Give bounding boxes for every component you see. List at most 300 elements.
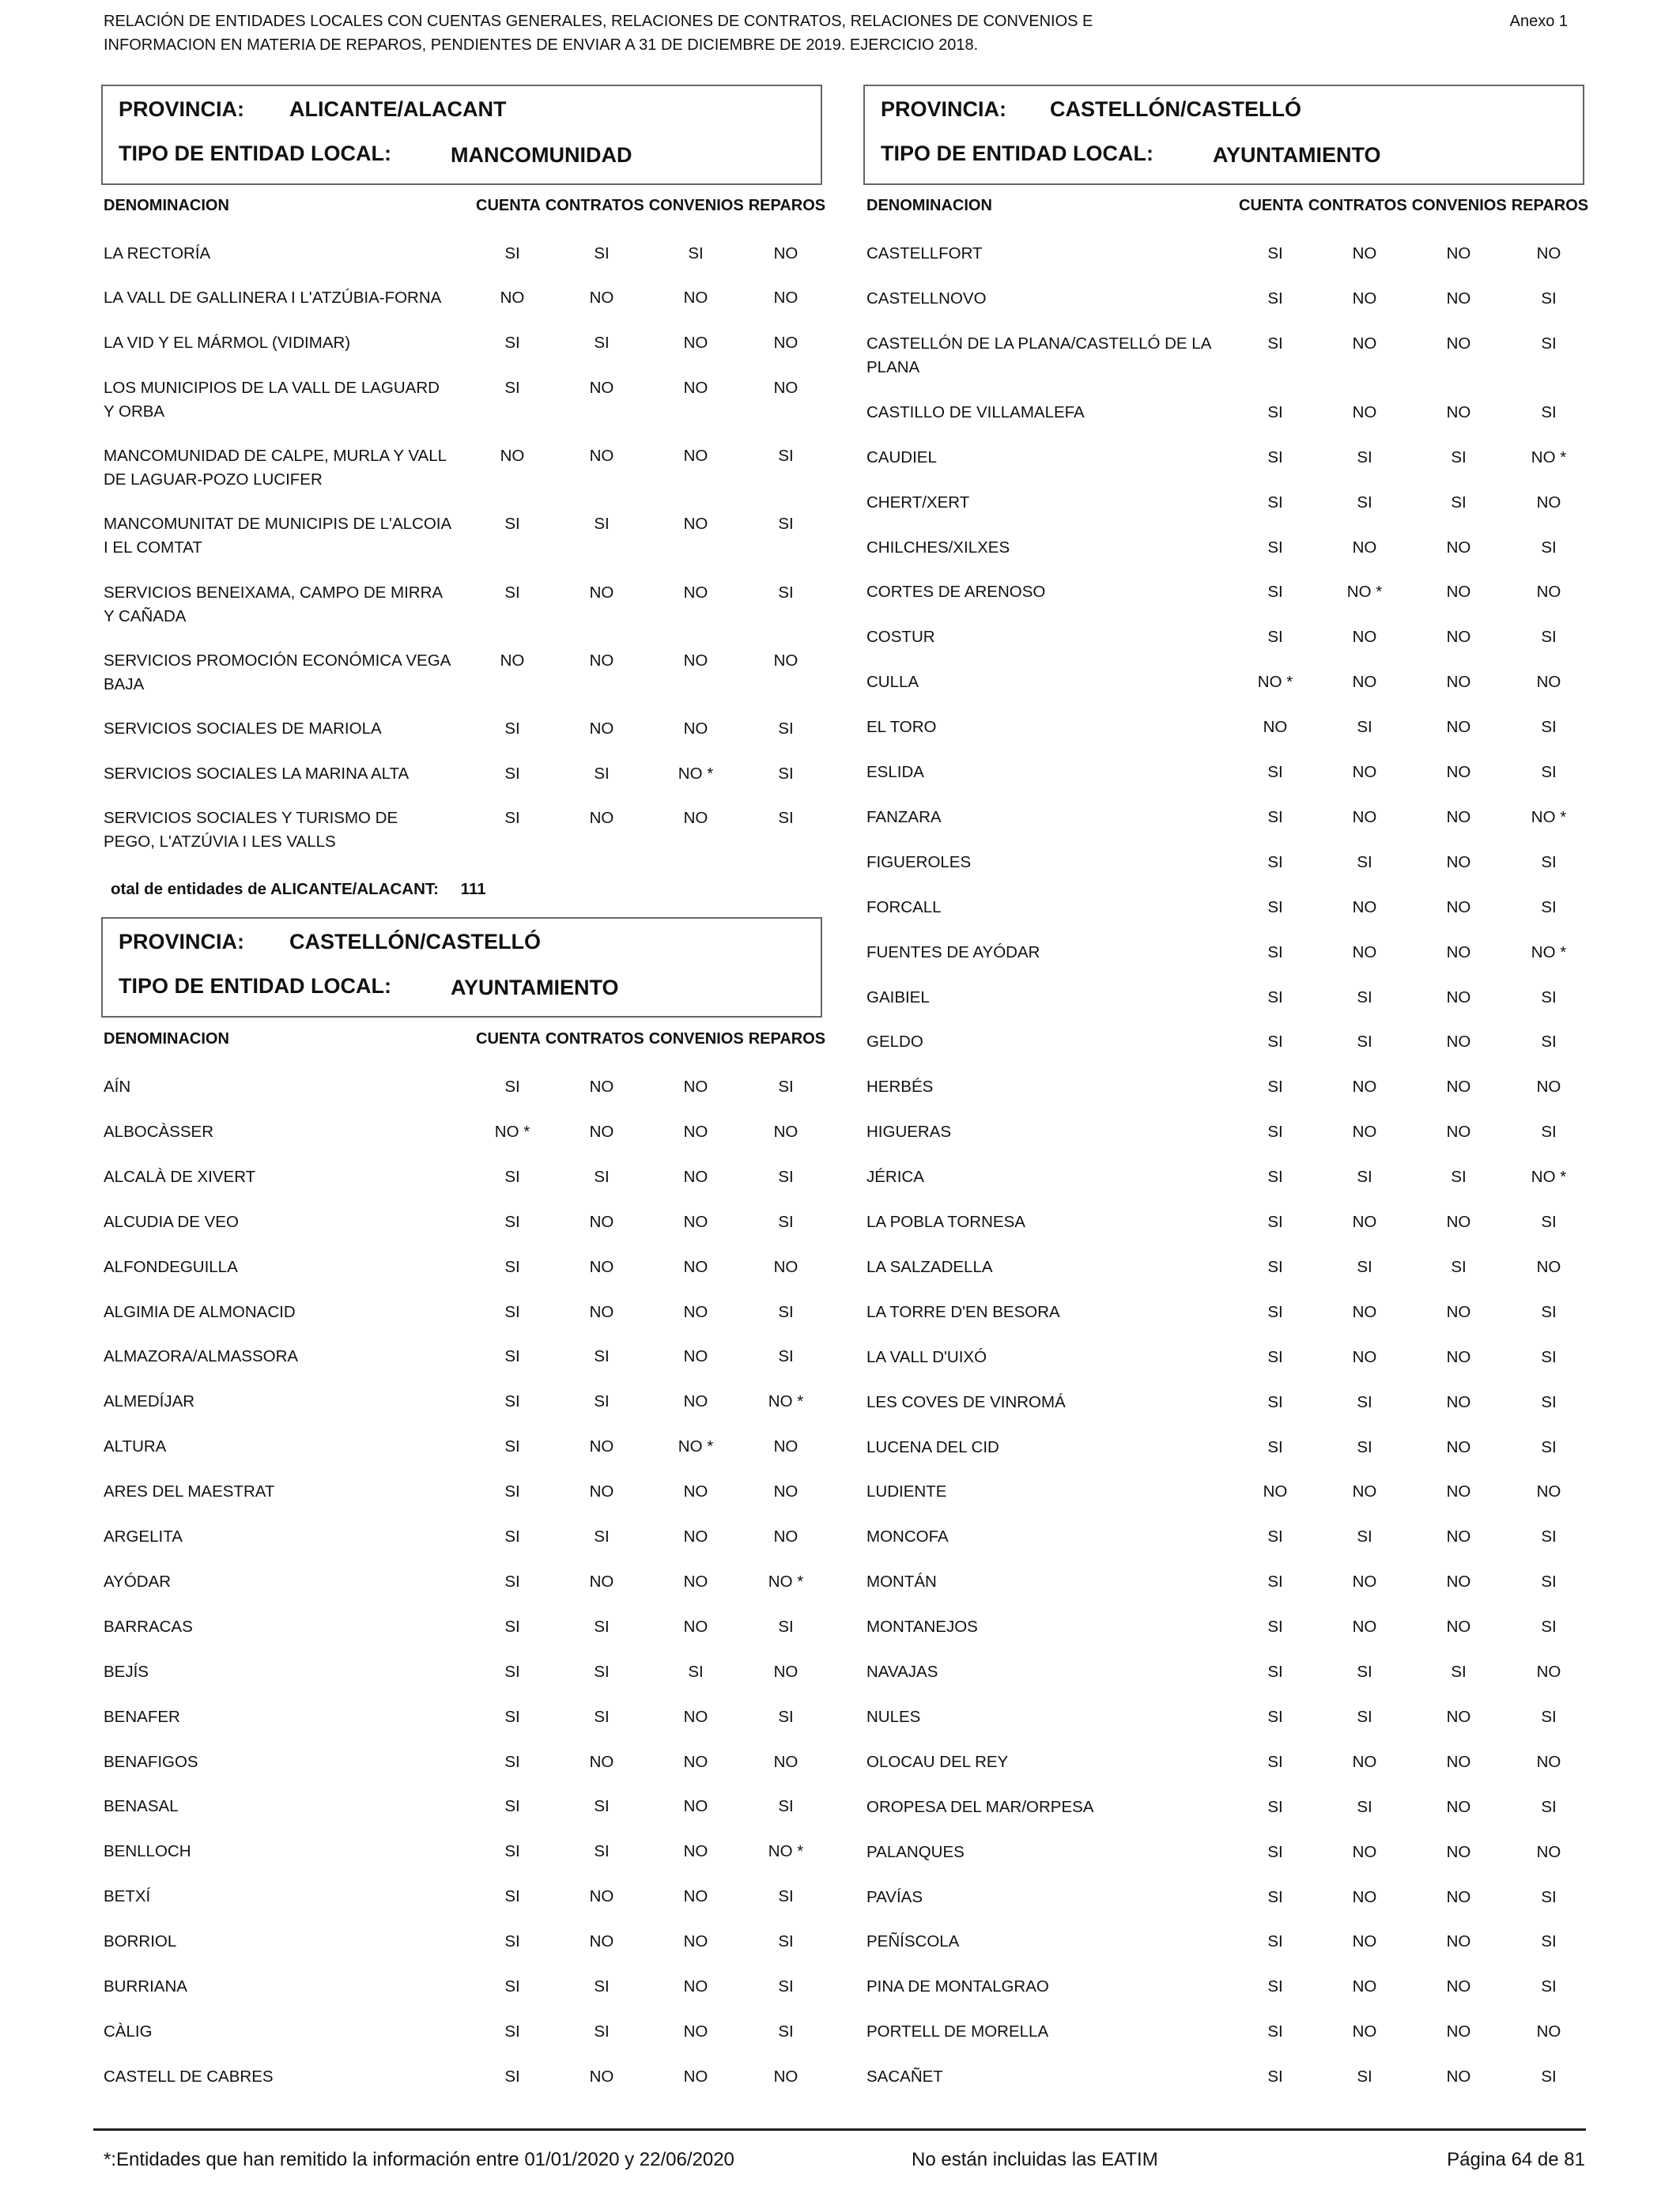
value-reparos: NO — [773, 1527, 798, 1546]
value-contratos: NO — [589, 1887, 614, 1906]
column-header-convenios: CONVENIOS — [1411, 197, 1507, 214]
footer-divider — [93, 2128, 1586, 2131]
value-reparos: NO — [773, 1662, 798, 1681]
value-convenios: NO — [683, 1752, 708, 1771]
value-reparos: NO * — [768, 1392, 804, 1411]
entity-name: PORTELL DE MORELLA — [866, 2022, 1049, 2041]
value-reparos: SI — [778, 1347, 794, 1366]
annex-label: Anexo 1 — [1509, 13, 1568, 30]
value-convenios: SI — [1451, 1663, 1467, 1681]
value-reparos: SI — [1541, 852, 1557, 871]
column-header-denominacion: DENOMINACION — [104, 197, 229, 214]
value-cuenta: SI — [1267, 1437, 1283, 1456]
entity-name: NAVAJAS — [866, 1663, 938, 1681]
value-cuenta: NO — [500, 289, 525, 307]
value-convenios: NO — [683, 1797, 708, 1816]
entity-name: SERVICIOS SOCIALES DE MARIOLA — [104, 719, 382, 738]
value-convenios: NO — [683, 1707, 708, 1726]
value-convenios: NO — [683, 1122, 708, 1141]
value-contratos: NO — [1352, 1123, 1377, 1142]
footer-note: *:Entidades que han remitido la información entre 01/01/2020 y 22/06/2020 — [104, 2149, 734, 2170]
value-convenios: NO — [1446, 1347, 1471, 1366]
value-cuenta: SI — [1267, 942, 1283, 961]
entity-name: MONTANEJOS — [866, 1618, 978, 1637]
value-convenios: NO — [1446, 1887, 1471, 1906]
value-contratos: NO — [589, 289, 614, 307]
provincia-value: ALICANTE/ALACANT — [289, 97, 507, 121]
entity-name: FIGUEROLES — [866, 852, 972, 871]
value-convenios: NO — [683, 1842, 708, 1861]
value-reparos: NO * — [768, 1572, 804, 1591]
value-reparos: SI — [778, 1078, 794, 1096]
value-contratos: NO — [589, 2067, 614, 2086]
value-contratos: NO — [1352, 763, 1377, 781]
value-reparos: SI — [1541, 1437, 1557, 1456]
value-cuenta: SI — [1267, 1573, 1283, 1592]
value-reparos: NO — [1536, 1752, 1561, 1771]
value-cuenta: SI — [504, 1932, 520, 1951]
value-contratos: NO — [1352, 1347, 1377, 1366]
value-reparos: NO — [773, 1482, 798, 1501]
value-cuenta: SI — [504, 1887, 520, 1906]
value-cuenta: SI — [1267, 1123, 1283, 1142]
value-reparos: SI — [778, 1707, 794, 1726]
value-contratos: NO — [1352, 1618, 1377, 1637]
value-convenios: NO — [683, 1572, 708, 1591]
value-reparos: SI — [1541, 1618, 1557, 1637]
value-cuenta: NO — [1263, 1482, 1288, 1501]
document-title-line-2: INFORMACION EN MATERIA DE REPAROS, PENDIENTES DE ENVIAR A 31 DE DICIEMBRE DE 2019. EJERCICIO 2018. — [104, 36, 979, 54]
value-cuenta: SI — [1267, 334, 1283, 353]
footer-eatim-note: No están incluidas las EATIM — [912, 2149, 1158, 2170]
value-reparos: NO * — [1531, 942, 1567, 961]
value-contratos: SI — [1357, 447, 1372, 466]
value-contratos: NO — [589, 651, 614, 670]
entity-name: HERBÉS — [866, 1078, 934, 1097]
column-header-contratos: CONTRATOS — [545, 1030, 644, 1048]
value-reparos: NO — [1536, 1482, 1561, 1501]
entity-name: ALGIMIA DE ALMONACID — [104, 1302, 296, 1321]
tipo-label: TIPO DE ENTIDAD LOCAL: — [119, 142, 391, 165]
value-convenios: SI — [1451, 1257, 1467, 1276]
value-convenios: NO — [683, 583, 708, 602]
value-convenios: NO — [1446, 942, 1471, 961]
value-contratos: SI — [594, 1527, 610, 1546]
value-reparos: SI — [1541, 289, 1557, 308]
value-cuenta: NO * — [1257, 673, 1293, 692]
value-reparos: SI — [778, 1977, 794, 1996]
value-convenios: NO — [1446, 583, 1471, 602]
value-contratos: NO — [1352, 1887, 1377, 1906]
entity-name: ALMAZORA/ALMASSORA — [104, 1347, 299, 1366]
value-contratos: NO — [589, 447, 614, 465]
value-contratos: NO — [1352, 1932, 1377, 1951]
entity-name: LOS MUNICIPIOS DE LA VALL DE LAGUARD Y ORBA — [104, 379, 440, 421]
entity-name: FANZARA — [866, 807, 942, 826]
value-contratos: NO — [1352, 1842, 1377, 1861]
value-cuenta: SI — [504, 2022, 520, 2041]
value-convenios: NO — [683, 1932, 708, 1951]
column-header-convenios: CONVENIOS — [648, 1030, 744, 1048]
value-contratos: NO — [589, 1257, 614, 1276]
value-cuenta: NO — [500, 447, 525, 465]
entity-name: ALBOCÀSSER — [104, 1122, 213, 1141]
value-convenios: NO — [683, 1302, 708, 1321]
entity-name: CASTELLÓN DE LA PLANA/CASTELLÓ DE LA PLANA — [866, 334, 1211, 376]
column-header-reparos: REPAROS — [748, 197, 826, 214]
value-cuenta: SI — [1267, 1347, 1283, 1366]
value-cuenta: SI — [504, 1302, 520, 1321]
entity-name: ALFONDEGUILLA — [104, 1257, 238, 1276]
tipo-value: MANCOMUNIDAD — [451, 143, 632, 167]
value-convenios: NO — [1446, 1482, 1471, 1501]
value-contratos: NO — [589, 1437, 614, 1456]
value-convenios: NO — [683, 1167, 708, 1186]
value-convenios: NO — [683, 651, 708, 670]
document-title-line-1: RELACIÓN DE ENTIDADES LOCALES CON CUENTAS GENERALES, RELACIONES DE CONTRATOS, RELACIONES DE CONVENIOS E — [104, 13, 1093, 30]
value-cuenta: SI — [1267, 538, 1283, 557]
column-header-contratos: CONTRATOS — [1308, 197, 1407, 214]
provincia-label: PROVINCIA: — [881, 97, 1007, 121]
value-convenios: NO — [683, 1257, 708, 1276]
entity-name: BORRIOL — [104, 1932, 177, 1951]
entity-name: MANCOMUNITAT DE MUNICIPIS DE L'ALCOIA I EL COMTAT — [104, 515, 451, 557]
value-reparos: SI — [778, 1887, 794, 1906]
value-convenios: NO — [1446, 1078, 1471, 1097]
entity-name: LES COVES DE VINROMÁ — [866, 1392, 1066, 1411]
entity-name: NULES — [866, 1707, 921, 1726]
entity-name: SERVICIOS PROMOCIÓN ECONÓMICA VEGA BAJA — [104, 651, 451, 693]
value-cuenta: SI — [1267, 2067, 1283, 2086]
value-reparos: SI — [1541, 402, 1557, 421]
value-convenios: NO — [683, 1482, 708, 1501]
value-cuenta: SI — [1267, 244, 1283, 262]
value-cuenta: SI — [504, 1572, 520, 1591]
value-reparos: NO — [773, 379, 798, 397]
value-reparos: SI — [1541, 1573, 1557, 1592]
value-contratos: NO — [1352, 334, 1377, 353]
entity-name: LA TORRE D'EN BESORA — [866, 1302, 1060, 1321]
value-reparos: SI — [1541, 1707, 1557, 1726]
entity-name: BEJÍS — [104, 1662, 149, 1681]
entity-name: BETXÍ — [104, 1887, 151, 1906]
entity-name: LA VID Y EL MÁRMOL (VIDIMAR) — [104, 334, 351, 352]
entity-name: CHILCHES/XILXES — [866, 538, 1010, 557]
entity-name: PALANQUES — [866, 1842, 965, 1861]
value-reparos: SI — [1541, 1302, 1557, 1321]
value-contratos: SI — [1357, 1527, 1372, 1546]
value-cuenta: SI — [1267, 1887, 1283, 1906]
value-convenios: NO — [683, 334, 708, 352]
provincia-value: CASTELLÓN/CASTELLÓ — [1050, 97, 1301, 121]
entity-name: COSTUR — [866, 628, 935, 647]
entity-name: CASTELLNOVO — [866, 289, 987, 308]
value-reparos: SI — [778, 515, 794, 533]
entity-name: PAVÍAS — [866, 1887, 923, 1906]
tipo-value: AYUNTAMIENTO — [451, 976, 619, 999]
value-cuenta: SI — [1267, 987, 1283, 1006]
value-cuenta: SI — [1267, 402, 1283, 421]
value-reparos: SI — [778, 1302, 794, 1321]
value-contratos: SI — [594, 1662, 610, 1681]
entity-name: BENAFER — [104, 1707, 180, 1726]
value-reparos: SI — [778, 447, 794, 465]
value-cuenta: NO — [1263, 718, 1288, 737]
value-contratos: SI — [594, 244, 610, 262]
value-contratos: NO — [589, 1752, 614, 1771]
section-header-alicante — [101, 85, 822, 185]
value-contratos: SI — [594, 1347, 610, 1366]
value-reparos: SI — [1541, 2067, 1557, 2086]
value-contratos: SI — [1357, 1033, 1372, 1052]
value-cuenta: SI — [1267, 1663, 1283, 1681]
value-convenios: NO — [1446, 1797, 1471, 1816]
column-header-group — [1239, 197, 1588, 215]
value-convenios: NO — [1446, 1392, 1471, 1411]
entity-name: LUCENA DEL CID — [866, 1437, 999, 1456]
value-reparos: NO — [1536, 1663, 1561, 1681]
value-contratos: NO — [1352, 1977, 1377, 1996]
value-convenios: NO — [1446, 1033, 1471, 1052]
column-header-denominacion: DENOMINACION — [104, 1030, 229, 1048]
value-convenios: NO — [1446, 1302, 1471, 1321]
entity-name: PEÑÍSCOLA — [866, 1932, 960, 1951]
value-convenios: NO — [683, 2022, 708, 2041]
value-convenios: NO — [683, 1347, 708, 1366]
column-header-convenios: CONVENIOS — [648, 197, 744, 214]
value-cuenta: SI — [1267, 1618, 1283, 1637]
value-cuenta: SI — [504, 1842, 520, 1861]
value-contratos: NO — [1352, 2022, 1377, 2041]
value-contratos: NO — [589, 1302, 614, 1321]
value-reparos: SI — [1541, 763, 1557, 781]
value-convenios: NO — [1446, 1573, 1471, 1592]
value-contratos: SI — [1357, 2067, 1372, 2086]
total-label: otal de entidades de ALICANTE/ALACANT: — [111, 880, 439, 898]
value-contratos: NO — [589, 1482, 614, 1501]
provincia-label: PROVINCIA: — [119, 930, 245, 954]
value-reparos: SI — [778, 765, 794, 783]
value-cuenta: SI — [504, 1212, 520, 1231]
value-cuenta: SI — [504, 1662, 520, 1681]
value-contratos: SI — [1357, 493, 1372, 512]
value-contratos: NO — [1352, 942, 1377, 961]
value-cuenta: SI — [504, 379, 520, 397]
total-value: 111 — [460, 880, 486, 898]
column-header-contratos: CONTRATOS — [545, 197, 644, 214]
value-reparos: NO * — [1531, 807, 1567, 826]
value-cuenta: SI — [1267, 289, 1283, 308]
provincia-value: CASTELLÓN/CASTELLÓ — [289, 930, 541, 954]
value-cuenta: SI — [1267, 1527, 1283, 1546]
value-reparos: NO — [773, 289, 798, 307]
tipo-label: TIPO DE ENTIDAD LOCAL: — [119, 974, 391, 998]
value-reparos: NO — [1536, 1257, 1561, 1276]
value-convenios: NO — [683, 1212, 708, 1231]
value-reparos: NO * — [1531, 447, 1567, 466]
entity-name: ARGELITA — [104, 1527, 183, 1546]
value-convenios: NO — [1446, 334, 1471, 353]
value-cuenta: NO * — [494, 1122, 530, 1141]
value-contratos: NO — [1352, 807, 1377, 826]
entity-name: OLOCAU DEL REY — [866, 1752, 1009, 1771]
value-cuenta: SI — [504, 334, 520, 352]
entity-name: BENLLOCH — [104, 1842, 191, 1861]
entity-name: GELDO — [866, 1033, 923, 1052]
value-cuenta: SI — [1267, 897, 1283, 916]
entity-name: ALCALÀ DE XIVERT — [104, 1167, 256, 1186]
value-reparos: NO — [1536, 1078, 1561, 1097]
value-contratos: SI — [594, 1167, 610, 1186]
value-contratos: NO — [589, 1212, 614, 1231]
entity-name: LA SALZADELLA — [866, 1257, 993, 1276]
value-contratos: NO — [1352, 1573, 1377, 1592]
column-header-group — [476, 197, 825, 215]
value-cuenta: SI — [1267, 1797, 1283, 1816]
value-contratos: SI — [1357, 1707, 1372, 1726]
value-cuenta: SI — [1267, 2022, 1283, 2041]
value-contratos: SI — [1357, 1797, 1372, 1816]
value-convenios: NO — [1446, 538, 1471, 557]
entity-name: ALMEDÍJAR — [104, 1392, 195, 1411]
value-convenios: NO — [683, 289, 708, 307]
value-contratos: SI — [1357, 1437, 1372, 1456]
entity-name: JÉRICA — [866, 1168, 924, 1187]
value-cuenta: SI — [1267, 1033, 1283, 1052]
column-header-reparos: REPAROS — [1511, 197, 1589, 214]
value-cuenta: SI — [1267, 1977, 1283, 1996]
value-reparos: SI — [1541, 1033, 1557, 1052]
entity-name: LUDIENTE — [866, 1482, 947, 1501]
entity-name: HIGUERAS — [866, 1123, 952, 1142]
entity-name: CASTELL DE CABRES — [104, 2067, 274, 2086]
entity-name: CÀLIG — [104, 2022, 153, 2041]
value-convenios: NO — [683, 1977, 708, 1996]
value-convenios: SI — [688, 244, 704, 262]
value-reparos: NO — [1536, 493, 1561, 512]
tipo-value: AYUNTAMIENTO — [1213, 143, 1381, 167]
entity-name: SERVICIOS BENEIXAMA, CAMPO DE MIRRA Y CAÑADA — [104, 583, 442, 625]
value-reparos: SI — [778, 583, 794, 602]
value-contratos: NO — [1352, 897, 1377, 916]
value-contratos: NO — [1352, 1213, 1377, 1231]
entity-name: BURRIANA — [104, 1977, 187, 1996]
value-convenios: NO — [1446, 1618, 1471, 1637]
value-reparos: SI — [1541, 897, 1557, 916]
value-convenios: NO — [1446, 2067, 1471, 2086]
value-cuenta: SI — [504, 1617, 520, 1636]
value-convenios: NO — [1446, 1123, 1471, 1142]
value-convenios: NO — [683, 447, 708, 465]
value-cuenta: SI — [1267, 1078, 1283, 1097]
entity-name: CASTILLO DE VILLAMALEFA — [866, 402, 1085, 421]
entity-name: GAIBIEL — [866, 987, 930, 1006]
value-cuenta: SI — [504, 1797, 520, 1816]
value-reparos: NO — [773, 1257, 798, 1276]
total-entities — [111, 880, 486, 899]
entity-name: LA VALL DE GALLINERA I L'ATZÚBIA-FORNA — [104, 289, 442, 307]
value-cuenta: SI — [1267, 1392, 1283, 1411]
value-reparos: SI — [778, 1797, 794, 1816]
value-cuenta: SI — [1267, 763, 1283, 781]
value-convenios: NO * — [678, 1437, 714, 1456]
value-reparos: SI — [778, 1617, 794, 1636]
value-cuenta: SI — [1267, 493, 1283, 512]
value-cuenta: SI — [504, 719, 520, 738]
value-convenios: NO — [1446, 852, 1471, 871]
value-cuenta: SI — [504, 1078, 520, 1096]
value-convenios: NO — [683, 1527, 708, 1546]
value-cuenta: SI — [1267, 1707, 1283, 1726]
section-header-castellon-left — [101, 917, 822, 1018]
value-cuenta: SI — [1267, 1842, 1283, 1861]
value-contratos: SI — [594, 2022, 610, 2041]
value-contratos: SI — [1357, 1392, 1372, 1411]
value-contratos: SI — [594, 334, 610, 352]
value-reparos: SI — [1541, 538, 1557, 557]
entity-name: EL TORO — [866, 718, 937, 737]
value-reparos: SI — [1541, 1347, 1557, 1366]
value-reparos: NO — [773, 1122, 798, 1141]
value-cuenta: SI — [504, 809, 520, 827]
value-contratos: SI — [1357, 1663, 1372, 1681]
value-contratos: NO — [589, 719, 614, 738]
value-contratos: NO — [1352, 1482, 1377, 1501]
value-reparos: SI — [1541, 987, 1557, 1006]
column-header-reparos: REPAROS — [748, 1030, 826, 1048]
value-convenios: NO — [683, 1078, 708, 1096]
entity-name: LA POBLA TORNESA — [866, 1213, 1025, 1231]
value-cuenta: SI — [504, 1437, 520, 1456]
value-contratos: NO — [589, 583, 614, 602]
value-reparos: SI — [778, 719, 794, 738]
value-reparos: NO — [773, 1752, 798, 1771]
entity-name: LA VALL D'UIXÓ — [866, 1347, 987, 1366]
value-contratos: NO * — [1346, 583, 1383, 602]
value-contratos: NO — [1352, 1078, 1377, 1097]
value-convenios: NO — [1446, 402, 1471, 421]
value-contratos: SI — [594, 1617, 610, 1636]
column-header-cuenta: CUENTA — [1239, 197, 1304, 214]
value-cuenta: SI — [504, 1257, 520, 1276]
value-reparos: NO — [773, 244, 798, 262]
value-cuenta: SI — [504, 765, 520, 783]
value-contratos: SI — [594, 515, 610, 533]
value-reparos: NO — [773, 651, 798, 670]
page-number: Página 64 de 81 — [1447, 2149, 1585, 2170]
value-convenios: SI — [688, 1662, 704, 1681]
value-cuenta: NO — [500, 651, 525, 670]
entity-name: MONCOFA — [866, 1527, 949, 1546]
value-cuenta: SI — [504, 1707, 520, 1726]
value-reparos: NO — [1536, 1842, 1561, 1861]
value-cuenta: SI — [1267, 583, 1283, 602]
entity-name: FUENTES DE AYÓDAR — [866, 942, 1040, 961]
value-convenios: NO — [1446, 897, 1471, 916]
value-convenios: NO — [1446, 718, 1471, 737]
value-convenios: NO — [683, 1617, 708, 1636]
value-cuenta: SI — [1267, 852, 1283, 871]
entity-name: CASTELLFORT — [866, 244, 983, 262]
entity-name: BENAFIGOS — [104, 1752, 198, 1771]
value-convenios: SI — [1451, 1168, 1467, 1187]
value-contratos: NO — [1352, 673, 1377, 692]
value-cuenta: SI — [1267, 1302, 1283, 1321]
value-contratos: NO — [589, 379, 614, 397]
value-convenios: NO — [1446, 244, 1471, 262]
value-reparos: SI — [1541, 1932, 1557, 1951]
entity-name: CAUDIEL — [866, 447, 937, 466]
